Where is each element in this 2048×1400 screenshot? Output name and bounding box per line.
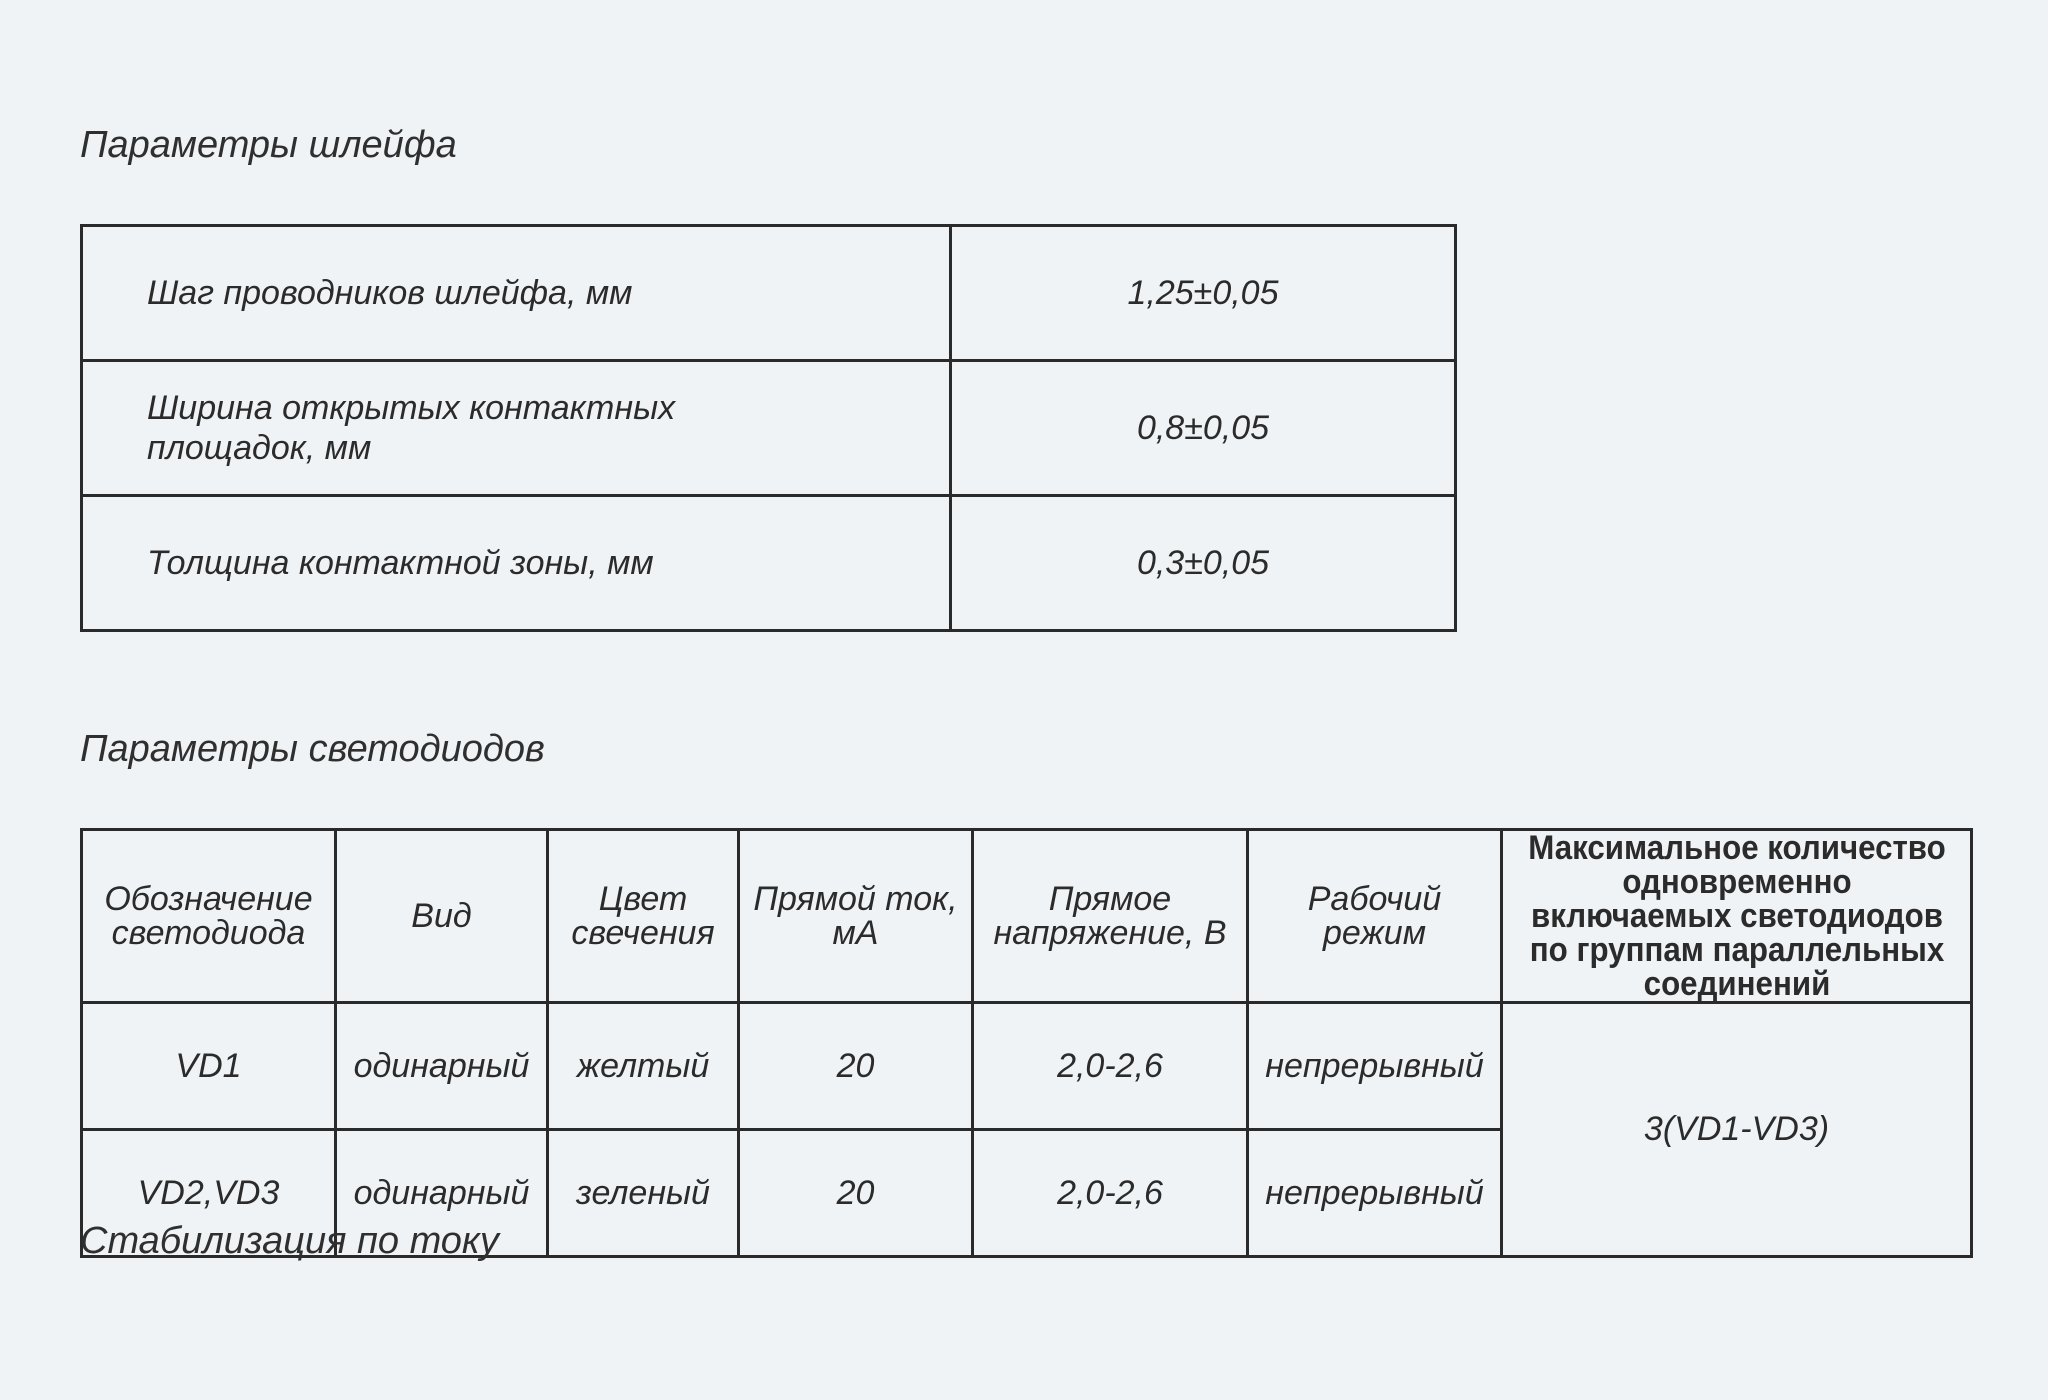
- header-designation: Обозначение светодиода: [82, 830, 336, 1003]
- cell-forward-current: 20: [739, 1003, 973, 1130]
- header-color: Цвет свечения: [548, 830, 739, 1003]
- header-max-simultaneous-leds: [1520, 830, 1952, 1003]
- led-parameters-table: [80, 828, 1973, 1258]
- header-forward-current: Прямой ток, мА: [739, 830, 973, 1003]
- cable-parameters-table: [80, 224, 1457, 632]
- param-contact-pad-width: Ширина открытых контактных площадок, мм: [82, 361, 951, 496]
- value-conductor-pitch: 1,25±0,05: [951, 226, 1456, 361]
- header-max-line: Максимальное количество одновременно: [1527, 829, 1946, 901]
- header-max-line: включаемых светодиодов: [1530, 897, 1943, 935]
- cell-type: одинарный: [336, 1130, 548, 1257]
- value-contact-pad-width: 0,8±0,05: [951, 361, 1456, 496]
- table-row: [82, 361, 1456, 496]
- header-operating-mode: Рабочий режим: [1248, 830, 1502, 1003]
- cable-parameters-heading: Параметры шлейфа: [80, 124, 457, 166]
- param-contact-zone-thickness: Толщина контактной зоны, мм: [82, 496, 951, 631]
- cell-forward-voltage: 2,0-2,6: [973, 1130, 1248, 1257]
- header-max-line: по группам параллельных соединений: [1529, 931, 1944, 1003]
- led-parameters-heading: Параметры светодиодов: [80, 728, 545, 770]
- header-type: Вид: [336, 830, 548, 1003]
- param-conductor-pitch: Шаг проводников шлейфа, мм: [82, 226, 951, 361]
- cell-operating-mode: непрерывный: [1248, 1130, 1502, 1257]
- table-header-row: [82, 830, 1972, 1003]
- cell-color: желтый: [548, 1003, 739, 1130]
- table-row: [82, 496, 1456, 631]
- table-row: [82, 1003, 1972, 1130]
- current-stabilization-note: Стабилизация по току: [80, 1220, 499, 1262]
- cell-forward-current: 20: [739, 1130, 973, 1257]
- cell-designation: VD2,VD3: [82, 1130, 336, 1257]
- cell-operating-mode: непрерывный: [1248, 1003, 1502, 1130]
- value-contact-zone-thickness: 0,3±0,05: [951, 496, 1456, 631]
- cell-type: одинарный: [336, 1003, 548, 1130]
- cell-color: зеленый: [548, 1130, 739, 1257]
- table-row: [82, 226, 1456, 361]
- cell-max-simultaneous-leds: 3(VD1-VD3): [1502, 1003, 1972, 1257]
- cell-forward-voltage: 2,0-2,6: [973, 1003, 1248, 1130]
- header-forward-voltage: Прямое напряжение, В: [973, 830, 1248, 1003]
- cell-designation: VD1: [82, 1003, 336, 1130]
